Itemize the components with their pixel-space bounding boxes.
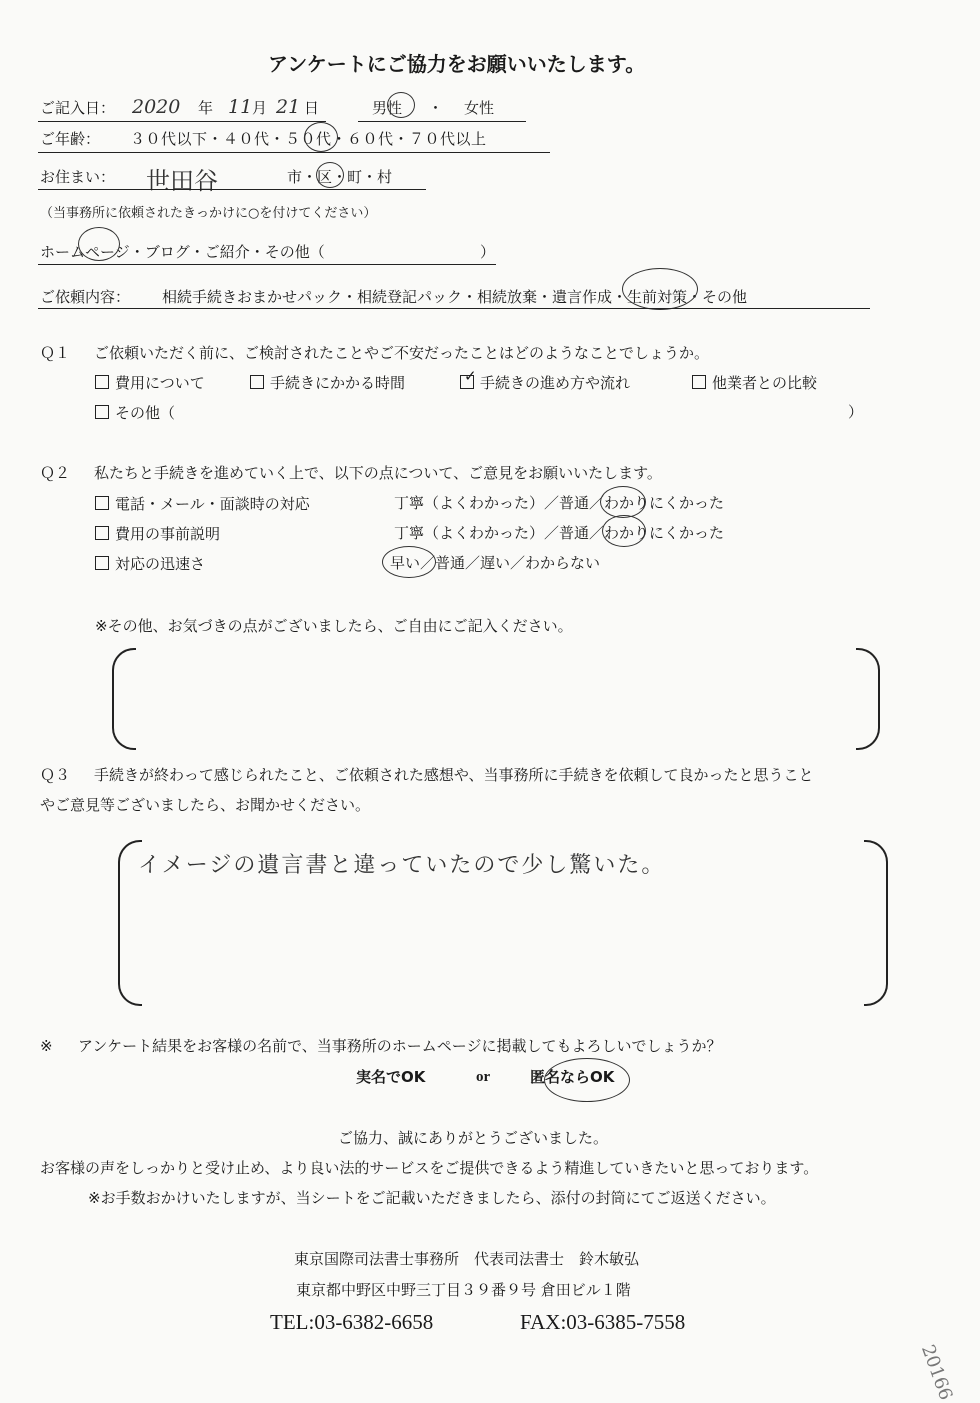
publication-real-name: 実名でOK — [356, 1068, 426, 1086]
q3-number: Ｑ３ — [40, 766, 71, 784]
checkbox — [95, 405, 109, 419]
checkbox — [95, 526, 109, 540]
q2-row3-scale: 早い／普通／遅い／わからない — [390, 554, 601, 572]
residence-ward-mark — [316, 162, 344, 188]
gender-male-mark — [387, 92, 415, 118]
checkbox: ✓ — [460, 375, 474, 389]
day-unit: 日 — [304, 99, 320, 117]
residence-underline — [38, 189, 426, 190]
q3-answer-box-right — [864, 840, 888, 1006]
q1-option-other: その他（ — [95, 405, 175, 421]
request-will-mark — [622, 268, 698, 310]
gender-separator: ・ — [428, 99, 444, 117]
closing-thanks: ご協力、誠にありがとうございました。 — [338, 1129, 609, 1147]
closing-commitment: お客様の声をしっかりと受け止め、より良い法的サービスをご提供できるよう精進していきたいと思っております。 — [40, 1159, 819, 1177]
publication-question: アンケート結果をお客様の名前で、当事務所のホームページに掲載してもよろしいでしょうか？ — [78, 1037, 722, 1055]
referral-instruction: （当事務所に依頼されたきっかけに○を付けてください） — [40, 206, 377, 221]
q2-row2-scale: 丁寧（よくわかった）／普通／わかりにくかった — [394, 524, 725, 542]
checkbox — [95, 556, 109, 570]
closing-return-note: ※お手数おかけいたしますが、当シートをご記載いただきましたら、添付の封筒にてご返送ください。 — [88, 1189, 776, 1207]
age-underline — [38, 152, 550, 153]
checkbox — [250, 375, 264, 389]
publication-anonymous-mark — [544, 1058, 630, 1102]
residence-label: お住まい： — [40, 168, 116, 186]
q1-question: ご依頼いただく前に、ご検討されたことやご不安だったことはどのようなことでしょうか。 — [94, 344, 710, 362]
checkbox — [692, 375, 706, 389]
gender-male: 男性 — [372, 99, 403, 117]
day-value: 21 — [276, 96, 301, 118]
q2-comment-box-right — [856, 648, 880, 750]
publication-mark: ※ — [40, 1037, 53, 1055]
month-unit: 月 — [252, 99, 268, 117]
request-underline — [38, 308, 870, 309]
referral-options: ホームページ・ブログ・ご紹介・その他（ — [40, 243, 325, 261]
date-underline — [38, 121, 326, 122]
request-options: 相続手続きおまかせパック・相続登記パック・相続放棄・遺言作成・生前対策・その他 — [162, 288, 748, 306]
publication-anonymous: 匿名ならOK — [530, 1068, 615, 1086]
q2-number: Ｑ２ — [40, 464, 71, 482]
referral-close: ） — [480, 243, 496, 261]
request-label: ご依頼内容： — [40, 288, 131, 306]
q3-question-line2: やご意見等ございましたら、お聞かせください。 — [40, 796, 371, 814]
q3-question-line1: 手続きが終わって感じられたこと、ご依頼された感想や、当事務所に手続きを依頼して良かったと思うこと — [94, 766, 814, 784]
year-value: 2020 — [132, 96, 181, 118]
date-label: ご記入日： — [40, 99, 116, 117]
referral-underline — [38, 264, 496, 265]
q2-question: 私たちと手続きを進めていく上で、以下の点について、ご意見をお願いいたします。 — [94, 464, 662, 482]
office-tel: TEL:03-6382-6658 — [270, 1310, 434, 1334]
office-fax: FAX:03-6385-7558 — [520, 1310, 686, 1334]
q2-row3-label: 対応の迅速さ — [95, 556, 205, 572]
year-unit: 年 — [198, 99, 214, 117]
q1-option-time: 手続きにかかる時間 — [250, 375, 405, 391]
corner-handwritten-note: 20166 — [916, 1342, 957, 1403]
referral-homepage-mark — [78, 227, 120, 261]
q2-row1-scale: 丁寧（よくわかった）／普通／わかりにくかった — [394, 494, 725, 512]
checkbox — [95, 496, 109, 510]
q1-option-other-close: ） — [848, 403, 864, 421]
page-title: アンケートにご協力をお願いいたします。 — [268, 52, 646, 76]
q2-row2-mark — [602, 515, 646, 547]
office-address: 東京都中野区中野三丁目３９番９号 倉田ビル１階 — [296, 1281, 631, 1299]
q2-comment-box-left — [112, 648, 136, 750]
q2-row2-label: 費用の事前説明 — [95, 526, 220, 542]
q1-option-process: ✓ 手続きの進め方や流れ — [460, 375, 630, 391]
gender-female: 女性 — [464, 99, 495, 117]
residence-options: 市・区・町・村 — [287, 168, 393, 186]
age-label: ご年齢： — [40, 130, 101, 148]
q3-answer: イメージの遺言書と違っていたので少し驚いた。 — [138, 853, 666, 878]
q2-row3-mark — [382, 546, 436, 578]
residence-value: 世田谷 — [146, 167, 218, 195]
publication-or: or — [476, 1069, 491, 1085]
age-selection-mark — [304, 122, 338, 152]
gender-underline — [358, 121, 526, 122]
age-options: ３０代以下・４０代・５０代・６０代・７０代以上 — [130, 130, 487, 148]
q1-option-compare: 他業者との比較 — [692, 375, 817, 391]
q1-option-cost: 費用について — [95, 375, 205, 391]
q1-number: Ｑ１ — [40, 344, 71, 362]
q2-other-prompt: ※その他、お気づきの点がございましたら、ご自由にご記入ください。 — [95, 617, 573, 635]
office-name: 東京国際司法書士事務所 代表司法書士 鈴木敏弘 — [294, 1250, 640, 1268]
month-value: 11 — [228, 96, 253, 118]
checkbox — [95, 375, 109, 389]
q2-row1-label: 電話・メール・面談時の対応 — [95, 496, 310, 512]
q2-row1-mark — [600, 486, 646, 518]
